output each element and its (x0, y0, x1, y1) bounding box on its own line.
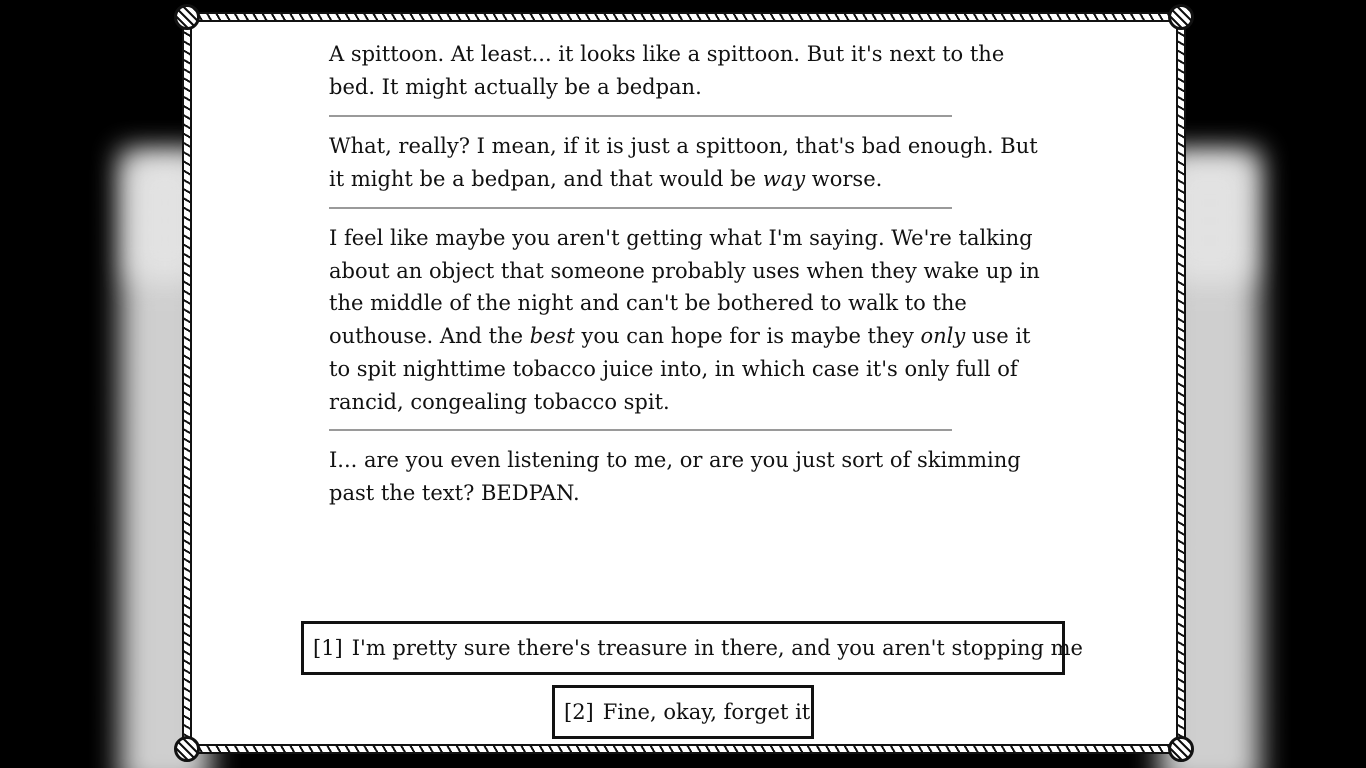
paragraph-divider (329, 429, 952, 431)
rope-knot-icon (174, 736, 200, 762)
choice-button-forget-it[interactable] (552, 685, 814, 739)
rope-border-right (1176, 12, 1186, 754)
choice-number: [1] (313, 636, 343, 660)
story-text-span: What, really? I mean, if it is just a spittoon, that's bad enough. But it might be a bedpan, and that would be (329, 134, 1038, 191)
story-paragraph: A spittoon. At least... it looks like a spittoon. But it's next to the bed. It might actually be a bedpan. (329, 42, 1005, 99)
story-emphasis: way (762, 166, 806, 191)
story-paragraph (329, 222, 1044, 418)
choice-button-treasure[interactable] (301, 621, 1083, 675)
paragraph-divider (329, 115, 952, 117)
story-text (329, 38, 1049, 509)
choice-number: [2] (564, 700, 594, 724)
rope-border-top (182, 12, 1186, 22)
story-text-span: worse. (805, 166, 883, 191)
story-emphasis: only (920, 324, 966, 349)
paragraph-divider (329, 207, 952, 209)
rope-knot-icon (174, 4, 200, 30)
choice-label: Fine, okay, forget it (602, 700, 811, 724)
story-emphasis: best (529, 324, 575, 349)
rope-knot-icon (1168, 4, 1194, 30)
rope-knot-icon (1168, 736, 1194, 762)
story-text-span: I feel like maybe you aren't getting what I'm saying. We're talking about an object that someone probably uses when they wake up in the middle of the night and can't be bothered to walk to the outhouse. And the (329, 226, 1040, 349)
rope-border-bottom (182, 744, 1186, 754)
story-text-span: use it to spit nighttime tobacco juice into, in which case it's only full of rancid, congealing tobacco spit. (329, 324, 1031, 414)
story-paragraph: I... are you even listening to me, or are you just sort of skimming past the text? BEDPAN. (329, 448, 1021, 505)
rope-border-left (182, 12, 192, 754)
choice-label: I'm pretty sure there's treasure in there, and you aren't stopping me (351, 636, 1083, 660)
story-text-span: you can hope for is maybe they (574, 324, 921, 349)
story-paragraph (329, 130, 1044, 196)
